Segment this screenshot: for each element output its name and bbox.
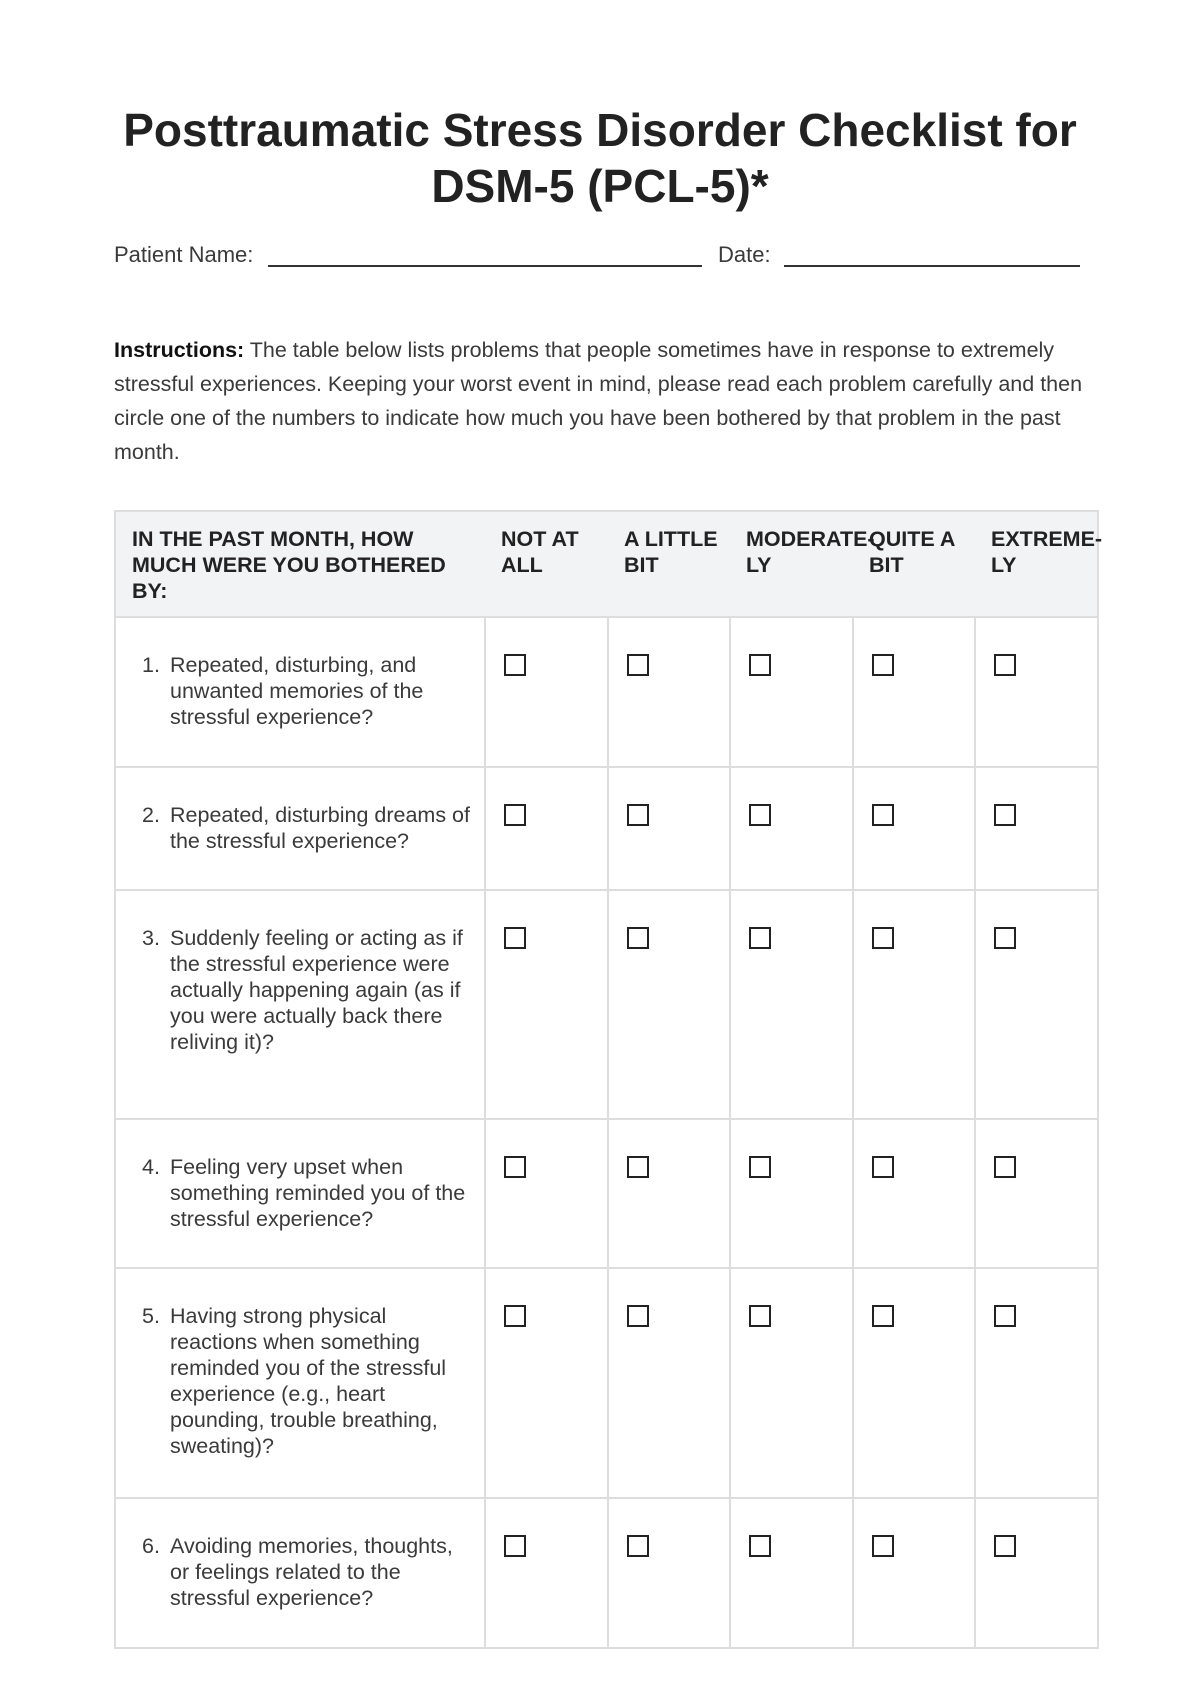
instructions-paragraph	[114, 333, 1100, 469]
patient-name-field[interactable]	[268, 265, 702, 267]
question-cell	[115, 1498, 485, 1648]
checkbox-moderately[interactable]	[749, 1535, 771, 1557]
answer-cell	[608, 1119, 730, 1268]
patient-info-fields	[114, 240, 1084, 270]
checkbox-not-at-all[interactable]	[504, 654, 526, 676]
answer-cell	[730, 890, 853, 1119]
instructions-label: Instructions:	[114, 338, 245, 362]
question-cell	[115, 767, 485, 890]
answer-cell	[975, 617, 1098, 767]
header-question: IN THE PAST MONTH, HOW MUCH WERE YOU BOTHERED BY:	[115, 511, 485, 617]
header-not-at-all: NOT AT ALL	[485, 511, 608, 617]
patient-name-label: Patient Name:	[114, 242, 254, 267]
checkbox-moderately[interactable]	[749, 1156, 771, 1178]
checkbox-extremely[interactable]	[994, 1305, 1016, 1327]
checkbox-extremely[interactable]	[994, 654, 1016, 676]
answer-cell	[485, 1119, 608, 1268]
document-title	[100, 102, 1100, 214]
question-number: 1.	[142, 653, 160, 677]
checkbox-a-little-bit[interactable]	[627, 1535, 649, 1557]
checkbox-a-little-bit[interactable]	[627, 804, 649, 826]
checkbox-moderately[interactable]	[749, 927, 771, 949]
answer-cell	[975, 890, 1098, 1119]
date-label: Date:	[718, 242, 771, 267]
header-quite-a-bit: QUITE A BIT	[853, 511, 975, 617]
answer-cell	[485, 1498, 608, 1648]
header-extremely: EXTREME- LY	[975, 511, 1098, 617]
question-text: Suddenly feeling or acting as if the stressful experience were actually happening again (as if you were actually back there reliving it)?	[170, 926, 463, 1054]
checkbox-not-at-all[interactable]	[504, 1535, 526, 1557]
question-text: Avoiding memories, thoughts, or feelings related to the stressful experience?	[170, 1534, 453, 1610]
answer-cell	[730, 1268, 853, 1498]
header-moderately: MODERATE- LY	[730, 511, 853, 617]
answer-cell	[485, 1268, 608, 1498]
answer-cell	[730, 767, 853, 890]
checkbox-quite-a-bit[interactable]	[872, 927, 894, 949]
answer-cell	[730, 1498, 853, 1648]
answer-cell	[853, 1498, 975, 1648]
title-line-2: DSM-5 (PCL-5)*	[431, 160, 769, 212]
checkbox-a-little-bit[interactable]	[627, 1156, 649, 1178]
checkbox-moderately[interactable]	[749, 654, 771, 676]
answer-cell	[853, 1119, 975, 1268]
answer-cell	[853, 617, 975, 767]
question-text: Feeling very upset when something reminded you of the stressful experience?	[170, 1155, 466, 1231]
table-row	[115, 1498, 1098, 1648]
title-line-1: Posttraumatic Stress Disorder Checklist for	[123, 104, 1077, 156]
checkbox-quite-a-bit[interactable]	[872, 1535, 894, 1557]
answer-cell	[485, 767, 608, 890]
checkbox-moderately[interactable]	[749, 1305, 771, 1327]
checkbox-a-little-bit[interactable]	[627, 927, 649, 949]
question-cell	[115, 617, 485, 767]
question-number: 5.	[142, 1304, 160, 1328]
question-number: 4.	[142, 1155, 160, 1179]
date-field[interactable]	[784, 265, 1080, 267]
question-cell	[115, 1119, 485, 1268]
question-cell	[115, 1268, 485, 1498]
checkbox-a-little-bit[interactable]	[627, 654, 649, 676]
answer-cell	[608, 890, 730, 1119]
checkbox-moderately[interactable]	[749, 804, 771, 826]
table-row	[115, 1268, 1098, 1498]
checkbox-quite-a-bit[interactable]	[872, 804, 894, 826]
answer-cell	[608, 1268, 730, 1498]
table-row	[115, 617, 1098, 767]
answer-cell	[730, 1119, 853, 1268]
answer-cell	[853, 1268, 975, 1498]
checkbox-quite-a-bit[interactable]	[872, 1156, 894, 1178]
checkbox-extremely[interactable]	[994, 1535, 1016, 1557]
answer-cell	[853, 890, 975, 1119]
table-header-row	[115, 511, 1098, 617]
question-number: 3.	[142, 926, 160, 950]
question-text: Repeated, disturbing dreams of the stressful experience?	[170, 803, 470, 853]
table-row	[115, 1119, 1098, 1268]
checklist-table	[114, 510, 1103, 1649]
checkbox-not-at-all[interactable]	[504, 927, 526, 949]
answer-cell	[608, 1498, 730, 1648]
question-text: Having strong physical reactions when something reminded you of the stressful experience (e.g., heart pounding, trouble breathing, sweating)?	[170, 1304, 447, 1458]
checkbox-quite-a-bit[interactable]	[872, 654, 894, 676]
checkbox-not-at-all[interactable]	[504, 1305, 526, 1327]
answer-cell	[485, 617, 608, 767]
header-a-little-bit: A LITTLE BIT	[608, 511, 730, 617]
answer-cell	[608, 617, 730, 767]
answer-cell	[730, 617, 853, 767]
answer-cell	[975, 1119, 1098, 1268]
question-cell	[115, 890, 485, 1119]
answer-cell	[608, 767, 730, 890]
checkbox-extremely[interactable]	[994, 804, 1016, 826]
table-row	[115, 890, 1098, 1119]
table-row	[115, 767, 1098, 890]
answer-cell	[975, 1268, 1098, 1498]
question-number: 2.	[142, 803, 160, 827]
answer-cell	[975, 767, 1098, 890]
instructions-text: The table below lists problems that people sometimes have in response to extremely stressful experiences. Keeping your worst event in mind, please read each problem carefully and then circle one of the numbers to indicate how much you have been bothered by that problem in the past month.	[114, 338, 1083, 464]
checkbox-not-at-all[interactable]	[504, 1156, 526, 1178]
answer-cell	[975, 1498, 1098, 1648]
checkbox-not-at-all[interactable]	[504, 804, 526, 826]
checkbox-extremely[interactable]	[994, 927, 1016, 949]
question-number: 6.	[142, 1534, 160, 1558]
checkbox-a-little-bit[interactable]	[627, 1305, 649, 1327]
checkbox-extremely[interactable]	[994, 1156, 1016, 1178]
checkbox-quite-a-bit[interactable]	[872, 1305, 894, 1327]
answer-cell	[853, 767, 975, 890]
answer-cell	[485, 890, 608, 1119]
question-text: Repeated, disturbing, and unwanted memories of the stressful experience?	[170, 653, 424, 729]
